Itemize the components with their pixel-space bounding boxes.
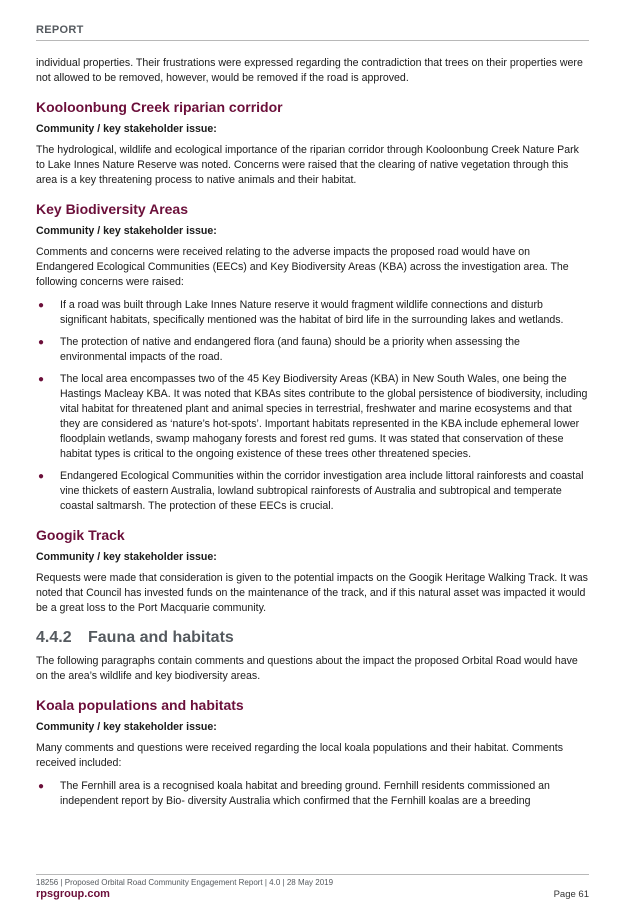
issue-subheading: Community / key stakeholder issue:	[36, 551, 217, 563]
section-heading-kooloonbung: Kooloonbung Creek riparian corridor	[36, 99, 283, 115]
issue-subheading: Community / key stakeholder issue:	[36, 225, 217, 237]
intro-paragraph: individual properties. Their frustrations were expressed regarding the contradiction that trees on their properties were not allowed to be removed, however, would be removed if the road is approved.	[36, 57, 583, 84]
bullet-icon: ●	[38, 300, 45, 311]
section-heading-kba: Key Biodiversity Areas	[36, 201, 188, 217]
list-item: ● The Fernhill area is a recognised koala habitat and breeding ground. Fernhill residents commissioned an independent report by Bio- diversity Australia which confirmed that the Fernhill koalas are a breeding	[38, 780, 550, 807]
koala-paragraph: Many comments and questions were received regarding the local koala populations and their habitat. Comments received included:	[36, 742, 564, 769]
list-item: ● If a road was built through Lake Innes Nature reserve it would fragment wildlife connections and disturb significant habitats, specifically mentioned was the habitat of bird life in the surrounding lakes and wetlands.	[38, 299, 564, 326]
bullet-icon: ●	[38, 337, 45, 348]
issue-subheading: Community / key stakeholder issue:	[36, 721, 217, 733]
section-number: 4.4.2	[36, 629, 72, 646]
section-heading-fauna	[36, 628, 589, 648]
kba-paragraph: Comments and concerns were received relating to the adverse impacts the proposed road would have on Endangered Ecological Communities (EECs) and Key Biodiversity Areas (KBA) across the investigation area. The following concerns were raised:	[36, 246, 569, 288]
page-number: Page 61	[553, 889, 589, 900]
header-divider	[36, 40, 589, 41]
bullet-icon: ●	[38, 781, 45, 792]
issue-subheading: Community / key stakeholder issue:	[36, 123, 217, 135]
kooloonbung-paragraph: The hydrological, wildlife and ecological importance of the riparian corridor through Kooloonbung Creek Nature Park to Lake Innes Nature Reserve was noted. Concerns were raised that the clearing of native vegetation through this area is a key threatening process to native animals and their habitat.	[36, 144, 579, 186]
list-item: ● The local area encompasses two of the 45 Key Biodiversity Areas (KBA) in New South Wales, one being the Hastings Macleay KBA. It was noted that KBAs sites contribute to the global persistence of biodiversity, including vital habitat for threatened plant and animal species in terrestrial, freshwater and marine ecosystems and that they are considered as ‘nature’s hot-spots’. Important habitats represented in the KBA include ephemeral lower floodplain wetlands, swamp mahogany forests and forest red gums. It was stated that conservation of these habitat types is critical to the ongoing existence of these trees other threatened species.	[38, 373, 588, 460]
report-body	[36, 56, 589, 817]
footer-divider	[36, 874, 589, 875]
koala-bullet-list	[36, 779, 589, 809]
list-item: ● Endangered Ecological Communities within the corridor investigation area include littoral rainforests and coastal vine thickets of eastern Australia, lowland subtropical rainforests of Australia and subtropical and temperate coastal saltmarsh. The protection of these EECs is crucial.	[38, 470, 584, 512]
fauna-paragraph: The following paragraphs contain comments and questions about the impact the proposed Orbital Road would have on the area’s wildlife and key biodiversity areas.	[36, 655, 578, 682]
kba-bullet-list	[36, 298, 589, 514]
googik-paragraph: Requests were made that consideration is given to the potential impacts on the Googik Heritage Walking Track. It was noted that Council has invested funds on the maintenance of the track, and if this natural asset was impacted it would be a great loss to the Port Macquarie community.	[36, 572, 588, 614]
bullet-icon: ●	[38, 471, 45, 482]
section-title: Fauna and habitats	[88, 629, 234, 646]
bullet-icon: ●	[38, 374, 45, 385]
footer-document-info: 18256 | Proposed Orbital Road Community Engagement Report | 4.0 | 28 May 2019	[36, 878, 334, 887]
footer-website: rpsgroup.com	[36, 888, 110, 900]
section-heading-koala: Koala populations and habitats	[36, 697, 244, 713]
list-item: ● The protection of native and endangered flora (and fauna) should be a priority when assessing the environmental impacts of the road.	[38, 336, 520, 363]
header-label: REPORT	[36, 24, 84, 36]
section-heading-googik: Googik Track	[36, 527, 125, 543]
